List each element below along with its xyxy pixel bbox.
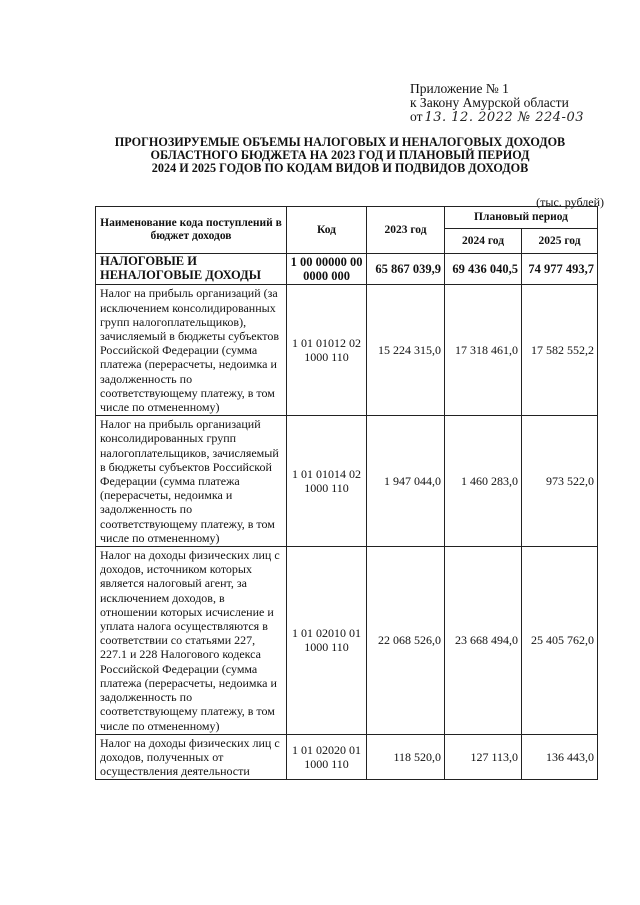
row-code: 1 01 02010 01 1000 110 <box>287 547 367 735</box>
header-2025: 2025 год <box>522 229 598 254</box>
appendix-law-reference: к Закону Амурской области <box>410 95 569 110</box>
row-2024: 1 460 283,0 <box>445 416 522 547</box>
appendix-date-prefix: от <box>410 109 423 124</box>
header-2023: 2023 год <box>367 207 445 254</box>
header-planned-period: Плановый период <box>445 207 598 229</box>
row-2023: 1 947 044,0 <box>367 416 445 547</box>
row-code: 1 01 01012 02 1000 110 <box>287 285 367 416</box>
row-2023: 15 224 315,0 <box>367 285 445 416</box>
document-title <box>90 136 590 175</box>
row-name: Налог на прибыль организаций (за исключением консолидированных групп налогоплательщиков), зачисляемый в бюджеты субъектов Российской Федерации (сумма платежа (перерасчеты, недоимка и задолженность по соответствующему платежу, в том числе по отмененному) <box>96 285 287 416</box>
title-line-1: ПРОГНОЗИРУЕМЫЕ ОБЪЕМЫ НАЛОГОВЫХ И НЕНАЛОГОВЫХ ДОХОДОВ <box>114 135 566 149</box>
row-2023: 22 068 526,0 <box>367 547 445 735</box>
handwritten-date-number: 13. 12. 2022 № 224-03 <box>424 110 584 125</box>
row-code: 1 00 00000 00 0000 000 <box>287 254 367 285</box>
row-2024: 23 668 494,0 <box>445 547 522 735</box>
table-row <box>96 285 598 416</box>
header-code: Код <box>287 207 367 254</box>
table-row <box>96 547 598 735</box>
header-2024: 2024 год <box>445 229 522 254</box>
row-2025: 17 582 552,2 <box>522 285 598 416</box>
table-row <box>96 734 598 780</box>
title-line-2: ОБЛАСТНОГО БЮДЖЕТА НА 2023 ГОД И ПЛАНОВЫЙ ПЕРИОД <box>150 148 530 162</box>
row-2023: 118 520,0 <box>367 734 445 780</box>
row-2025: 136 443,0 <box>522 734 598 780</box>
row-2023: 65 867 039,9 <box>367 254 445 285</box>
row-2025: 74 977 493,7 <box>522 254 598 285</box>
row-2024: 127 113,0 <box>445 734 522 780</box>
row-name: Налог на прибыль организаций консолидированных групп налогоплательщиков, зачисляемый в бюджеты субъектов Российской Федерации (сумма платежа (перерасчеты, недоимка и задолженность по соответствующему платежу, в том числе по отмененному) <box>96 416 287 547</box>
units-label: (тыс. рублей) <box>536 195 604 209</box>
row-name: НАЛОГОВЫЕ И НЕНАЛОГОВЫЕ ДОХОДЫ <box>96 254 287 285</box>
row-name: Налог на доходы физических лиц с доходов, полученных от осуществления деятельности <box>96 734 287 780</box>
row-name: Налог на доходы физических лиц с доходов, источником которых является налоговый агент, за исключением доходов, в отношении которых исчисление и уплата налога осуществляются в соответствии со статьями 227, 227.1 и 228 Налогового кодекса Российской Федерации (сумма платежа (перерасчеты, недоимка и задолженность по соответствующему платежу, в том числе по отмененному) <box>96 547 287 735</box>
row-2024: 69 436 040,5 <box>445 254 522 285</box>
row-code: 1 01 02020 01 1000 110 <box>287 734 367 780</box>
row-code: 1 01 01014 02 1000 110 <box>287 416 367 547</box>
appendix-date-line <box>410 110 584 125</box>
row-2024: 17 318 461,0 <box>445 285 522 416</box>
table-row <box>96 254 598 285</box>
row-2025: 973 522,0 <box>522 416 598 547</box>
appendix-number: Приложение № 1 <box>410 81 509 96</box>
revenue-table <box>95 206 598 780</box>
row-2025: 25 405 762,0 <box>522 547 598 735</box>
table-row <box>96 416 598 547</box>
appendix-block <box>410 82 584 125</box>
title-line-3: 2024 И 2025 ГОДОВ ПО КОДАМ ВИДОВ И ПОДВИДОВ ДОХОДОВ <box>151 161 529 175</box>
header-name: Наименование кода поступлений в бюджет доходов <box>96 207 287 254</box>
